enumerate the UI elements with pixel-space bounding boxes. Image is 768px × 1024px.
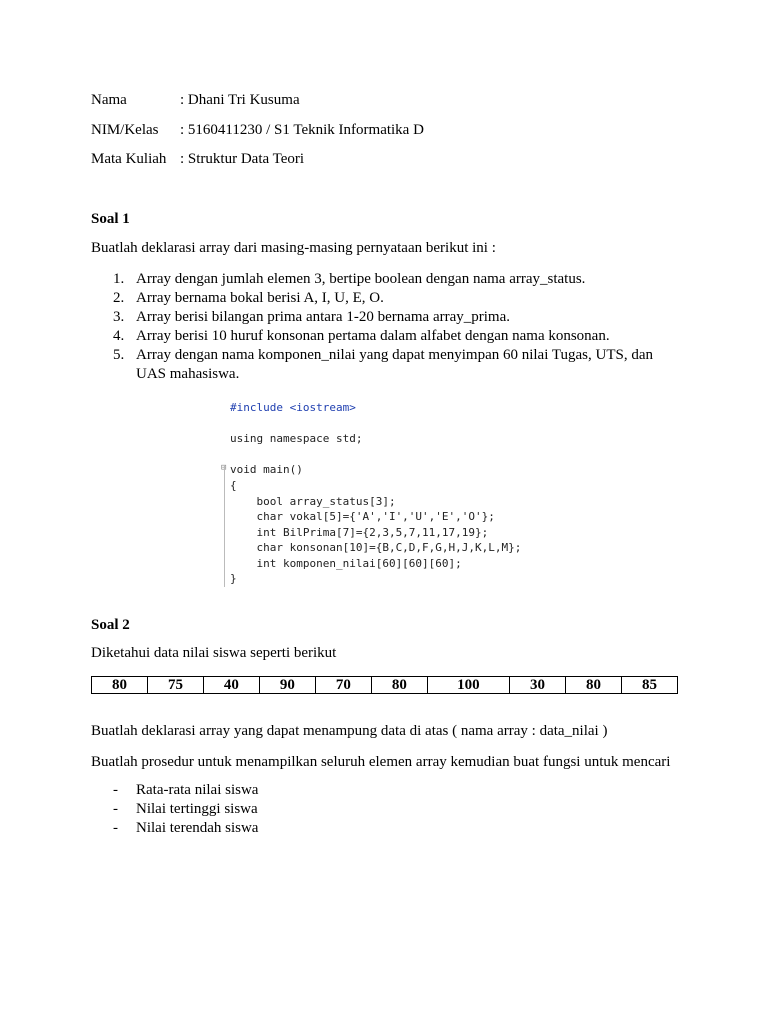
list-item [91,327,691,346]
bullet-text: Nilai tertinggi siswa [136,801,258,817]
code-line: int komponen_nilai[60][60][60]; [230,557,462,570]
code-gutter-line [224,465,225,587]
list-number: 4. [113,328,125,344]
soal1-heading: Soal 1 [91,211,130,227]
table-cell: 80 [565,677,621,694]
table-cell: 30 [510,677,566,694]
list-text: Array dengan nama komponen_nilai yang dapat menyimpan 60 nilai Tugas, UTS, dan [136,347,653,363]
table-cell: 100 [427,677,509,694]
list-number: 5. [113,347,125,363]
code-line: } [230,572,237,585]
data-nilai-table [91,676,678,694]
table-cell: 80 [92,677,148,694]
soal2-intro: Diketahui data nilai siswa seperti berikut [91,645,337,661]
list-number: 1. [113,271,125,287]
code-line: #include <iostream> [230,401,356,414]
table-cell: 85 [621,677,677,694]
code-line: int BilPrima[7]={2,3,5,7,11,17,19}; [230,526,489,539]
soal1-intro: Buatlah deklarasi array dari masing-masing pernyataan berikut ini : [91,240,496,256]
code-line: char vokal[5]={'A','I','U','E','O'}; [230,510,495,523]
list-text-continued: UAS mahasiswa. [136,366,240,382]
list-item [91,289,691,308]
list-text: Array dengan jumlah elemen 3, bertipe boolean dengan nama array_status. [136,271,586,287]
soal2-paragraph-1: Buatlah deklarasi array yang dapat menampung data di atas ( nama array : data_nilai ) [91,723,608,739]
code-line: { [230,479,237,492]
list-number: 2. [113,290,125,306]
table-cell: 80 [371,677,427,694]
code-line: void main() [230,463,303,476]
list-item [91,308,691,327]
list-number: 3. [113,309,125,325]
nama-label: Nama [91,92,127,108]
code-line: using namespace std; [230,432,363,445]
list-item [91,346,691,384]
bullet-text: Nilai terendah siswa [136,820,259,836]
list-text: Array berisi 10 huruf konsonan pertama dalam alfabet dengan nama konsonan. [136,328,610,344]
nim-label: NIM/Kelas [91,122,159,138]
bullet-text: Rata-rata nilai siswa [136,782,259,798]
soal2-paragraph-2: Buatlah prosedur untuk menampilkan seluruh elemen array kemudian buat fungsi untuk mencari [91,754,671,770]
soal2-heading: Soal 2 [91,617,130,633]
mata-kuliah-label: Mata Kuliah [91,151,167,167]
list-text: Array berisi bilangan prima antara 1-20 bernama array_prima. [136,309,511,325]
table-cell: 70 [315,677,371,694]
list-text: Array bernama bokal berisi A, I, U, E, O. [136,290,384,306]
code-line: char konsonan[10]={B,C,D,F,G,H,J,K,L,M}; [230,541,522,554]
list-item [91,270,691,289]
table-cell: 40 [203,677,259,694]
table-row [92,677,678,694]
fold-marker-icon: ⊟ [221,463,227,473]
nama-value: : Dhani Tri Kusuma [180,92,300,108]
code-line: bool array_status[3]; [230,495,396,508]
mata-kuliah-value: : Struktur Data Teori [180,151,305,167]
nim-value: : 5160411230 / S1 Teknik Informatika D [180,122,424,138]
code-snippet-image [222,397,542,592]
document-page: Nama : Dhani Tri Kusuma NIM/Kelas : 5160411230 / S1 Teknik Informatika D Mata Kuliah : Struktur Data Teori Soal 1 Buatlah deklarasi array dari masing-masing pernyataan berikut ini : 1. Array dengan jumlah elemen 3, bertipe boolean dengan nama array_status. 2. Array bernama bokal berisi A, I, U, E, O. 3. Array berisi bilangan prima antara 1-20 bernama array_prima. 4. Array berisi 10 huruf konsonan pertama dalam alfabet dengan nama konsonan. 5. Array dengan nama komponen_nilai yang dapat menyimpan 60 nilai Tugas, UTS, dan UAS mahasiswa. #include <iostream> using namespace std; ⊟ void main() { bool array_status[3]; char vokal[5]={'A','I','U','E','O'}; int BilPrima[7]={2,3,5,7,11,17,19}; char konsonan[10]={B,C,D,F,G,H,J,K,L,M}; int komponen_nilai[60][60][60]; } Soal 2 Diketahui data nilai siswa seperti berikut 80 75 40 90 70 80 100 30 80 85 Buatlah deklarasi array yang dapat menampung data di atas ( nama array : data_nilai ) Buatlah prosedur untuk menampilkan seluruh elemen array kemudian buat fungsi untuk mencari - Rata-rata nilai siswa - Nilai tertinggi siswa - Nilai terendah siswa [0,0,768,1024]
table-cell: 75 [147,677,203,694]
table-cell: 90 [259,677,315,694]
soal1-list [91,270,691,384]
